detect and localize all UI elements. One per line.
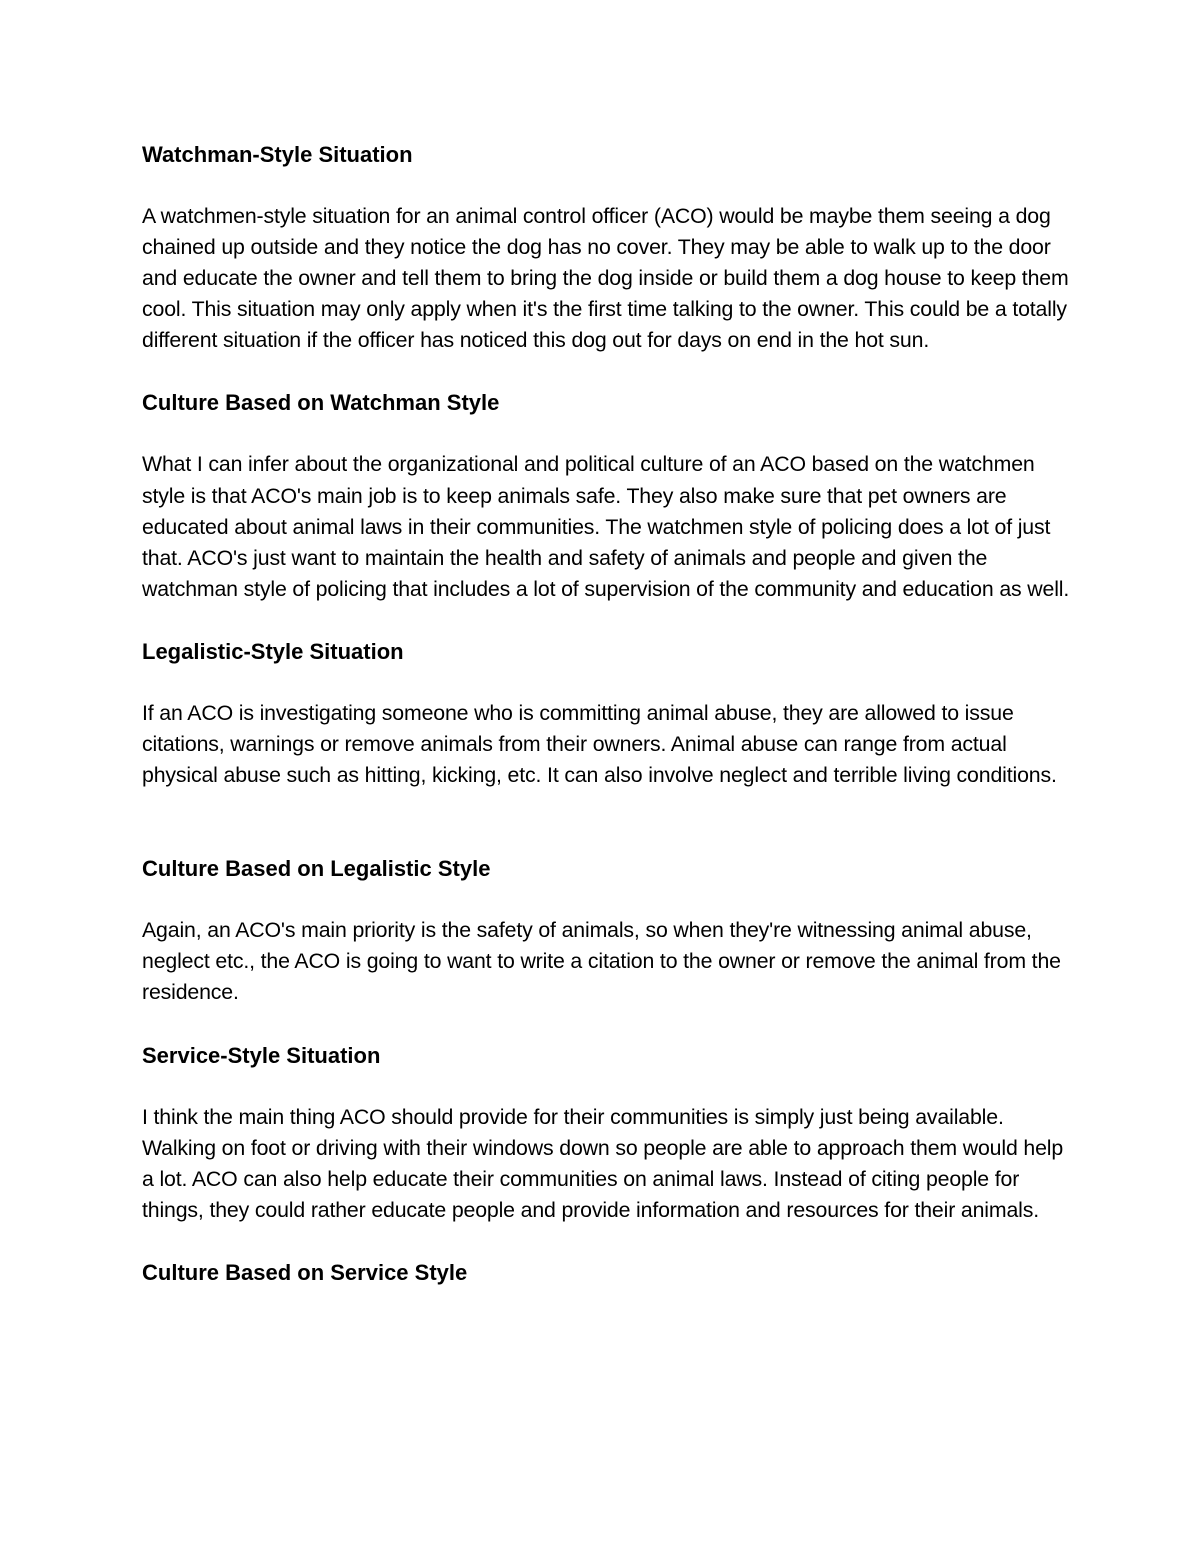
section-body-watchman-culture: What I can infer about the organizational and political culture of an ACO based on the watchmen style is that ACO's main job is to keep animals safe. They also make sure that pet owners are educated about animal laws in their communities. The watchmen style of policing does a lot of just that. ACO's just want to maintain the health and safety of animals and people and given the watchman style of policing that includes a lot of supervision of the community and education as well. xyxy=(142,452,1070,601)
section-heading-watchman-situation: Watchman-Style Situation xyxy=(142,142,413,167)
section-body-legalistic-situation: If an ACO is investigating someone who is committing animal abuse, they are allowed to issue citations, warnings or remove animals from their owners. Animal abuse can range from actual physical abuse such as hitting, kicking, etc. It can also involve neglect and terrible living conditions. xyxy=(142,700,1057,788)
section-heading-watchman-culture: Culture Based on Watchman Style xyxy=(142,390,500,416)
section-body-service-situation: I think the main thing ACO should provide for their communities is simply just being available. Walking on foot or driving with their windows down so people are able to approach them would help a lot. ACO can also help educate their communities on animal laws. Instead of citing people for things, they could rather educate people and provide information and resources for their animals. xyxy=(142,1104,1064,1222)
section-body-watchman-situation: A watchmen-style situation for an animal control officer (ACO) would be maybe them seeing a dog chained up outside and they notice the dog has no cover. They may be able to walk up to the door and educate the owner and tell them to bring the dog inside or build them a dog house to keep them cool. This situation may only apply when it's the first time talking to the owner. This could be a totally different situation if the officer has noticed this dog out for days on end in the hot sun. xyxy=(142,204,1069,353)
section-heading-service-culture: Culture Based on Service Style xyxy=(142,1259,468,1285)
section-heading-legalistic-situation: Legalistic-Style Situation xyxy=(142,638,404,664)
section-heading-service-situation: Service-Style Situation xyxy=(142,1042,381,1068)
document-page xyxy=(142,139,1072,1288)
section-heading-legalistic-culture: Culture Based on Legalistic Style xyxy=(142,856,491,882)
section-body-legalistic-culture: Again, an ACO's main priority is the safety of animals, so when they're witnessing animal abuse, neglect etc., the ACO is going to want to write a citation to the owner or remove the animal from the residence. xyxy=(142,918,1061,1005)
